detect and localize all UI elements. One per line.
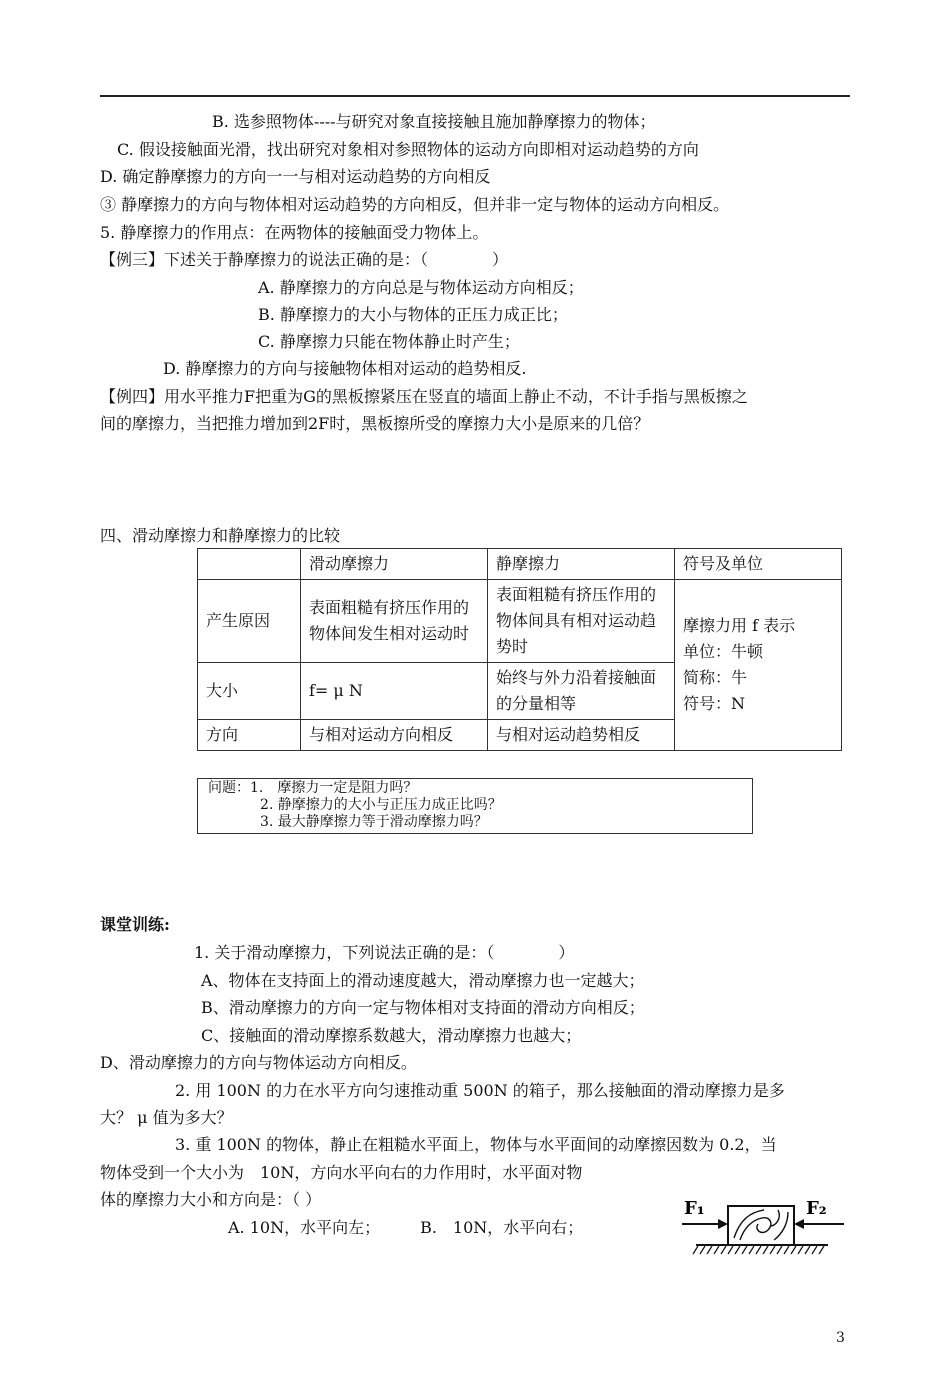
- ground-hatching: [693, 1246, 824, 1254]
- wooden-block: [728, 1206, 794, 1245]
- training-q1-option-a: A、物体在支持面上的滑动速度越大，滑动摩擦力也一定越大；: [201, 971, 645, 990]
- unit-line: 简称：牛: [683, 668, 748, 687]
- training-q3-options: A. 10N，水平向左； B. 10N，水平向右；: [228, 1218, 584, 1237]
- unit-line: 摩擦力用 f 表示: [683, 616, 796, 635]
- table-cell: [198, 549, 301, 580]
- text-line-b: B. 选参照物体----与研究对象直接接触且施加静摩擦力的物体；: [212, 112, 656, 131]
- table-row: [198, 580, 842, 663]
- unit-cell: [675, 580, 842, 751]
- training-q3-line-1: 3. 重 100N 的物体，静止在粗糙水平面上，物体与水平面间的动摩擦因数为 0.2，当: [175, 1135, 777, 1154]
- training-q2-line-1: 2. 用 100N 的力在水平方向匀速推动重 500N 的箱子，那么接触面的滑动摩擦力是多: [175, 1081, 785, 1100]
- training-q1-option-c: C、接触面的滑动摩擦系数越大，滑动摩擦力也越大；: [201, 1026, 582, 1045]
- unit-line: 符号：N: [683, 694, 746, 713]
- example-3-option-b: B. 静摩擦力的大小与物体的正压力成正比；: [258, 305, 568, 324]
- text-line-c: C. 假设接触面光滑，找出研究对象相对参照物体的运动方向即相对运动趋势的方向: [117, 140, 699, 159]
- table-cell: 始终与外力沿着接触面的分量相等: [488, 663, 675, 720]
- arrow-head-icon: [718, 1219, 728, 1229]
- table-cell: 产生原因: [198, 580, 301, 663]
- header-rule: [100, 95, 850, 97]
- example-3-option-a: A. 静摩擦力的方向总是与物体运动方向相反；: [258, 278, 584, 297]
- example-4-line-2: 间的摩擦力，当把推力增加到2F时，黑板擦所受的摩擦力大小是原来的几倍？: [100, 414, 650, 433]
- arrow-head-icon: [794, 1219, 804, 1229]
- table-cell: 与相对运动方向相反: [301, 720, 488, 751]
- table-cell: 滑动摩擦力: [301, 549, 488, 580]
- training-q3-line-2: 物体受到一个大小为 10N，方向水平向右的力作用时，水平面对物: [100, 1163, 583, 1182]
- table-cell: 方向: [198, 720, 301, 751]
- text-line-5: 5. 静摩擦力的作用点：在两物体的接触面受力物体上。: [100, 223, 489, 242]
- training-q2-line-2: 大？ μ 值为多大？: [100, 1108, 233, 1127]
- table-cell: 表面粗糙有挤压作用的物体间发生相对运动时: [301, 580, 488, 663]
- page-number: 3: [836, 1330, 845, 1346]
- comparison-table: [197, 548, 842, 751]
- question-1: 问题：1. 摩擦力一定是阻力吗？: [208, 780, 418, 796]
- question-2: 2. 静摩擦力的大小与正压力成正比吗？: [260, 797, 502, 813]
- question-3: 3. 最大静摩擦力等于滑动摩擦力吗？: [260, 814, 488, 830]
- force-diagram: [678, 1190, 848, 1265]
- text-line-d: D. 确定静摩擦力的方向一一与相对运动趋势的方向相反: [100, 167, 491, 186]
- example-3-option-c: C. 静摩擦力只能在物体静止时产生；: [258, 332, 520, 351]
- text-line-circled-3: ③ 静摩擦力的方向与物体相对运动趋势的方向相反，但并非一定与物体的运动方向相反。: [100, 195, 730, 214]
- example-4-line-1: 【例四】用水平推力F把重为G的黑板擦紧压在竖直的墙面上静止不动，不计手指与黑板擦之: [100, 387, 748, 406]
- training-title: 课堂训练:: [100, 915, 170, 934]
- force-f1-label: F₁: [684, 1198, 705, 1219]
- example-3-option-d: D. 静摩擦力的方向与接触物体相对运动的趋势相反.: [163, 359, 527, 378]
- table-cell: 与相对运动趋势相反: [488, 720, 675, 751]
- training-q1-option-d: D、滑动摩擦力的方向与物体运动方向相反。: [100, 1053, 417, 1072]
- force-f2-label: F₂: [806, 1198, 827, 1219]
- training-q1: 1. 关于滑动摩擦力，下列说法正确的是：（ ）: [194, 943, 575, 962]
- table-header-row: [198, 549, 842, 580]
- training-q1-option-b: B、滑动摩擦力的方向一定与物体相对支持面的滑动方向相反；: [201, 998, 645, 1017]
- questions-box: [197, 778, 753, 834]
- section-4-title: 四、滑动摩擦力和静摩擦力的比较: [100, 526, 341, 545]
- table-cell: 符号及单位: [675, 549, 842, 580]
- table-cell: 静摩擦力: [488, 549, 675, 580]
- table-cell: 表面粗糙有挤压作用的物体间具有相对运动趋势时: [488, 580, 675, 663]
- table-cell: 大小: [198, 663, 301, 720]
- training-q3-line-3: 体的摩擦力大小和方向是：（ ）: [100, 1190, 322, 1209]
- example-3-title: 【例三】下述关于静摩擦力的说法正确的是：（ ）: [100, 250, 509, 269]
- table-cell: f= μ N: [301, 663, 488, 720]
- unit-line: 单位：牛顿: [683, 642, 764, 661]
